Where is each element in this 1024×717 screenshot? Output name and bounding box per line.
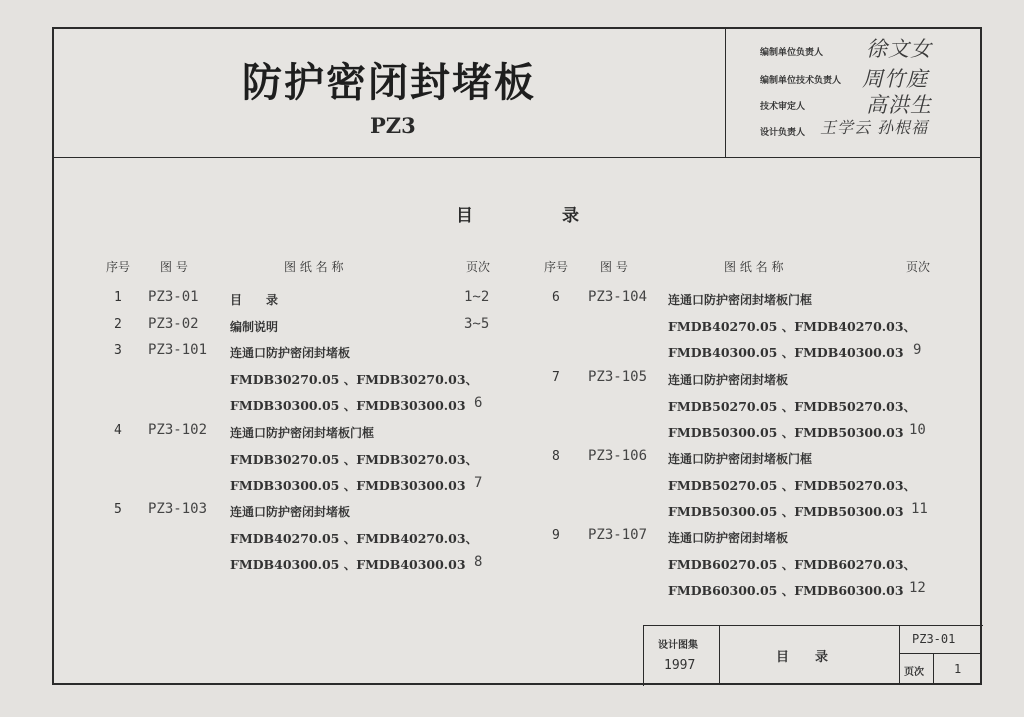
item-drawing-code: PZ3-105 [588, 369, 648, 385]
drawing-sheet [52, 27, 982, 685]
col-head-drawing-left: 图 号 [160, 260, 188, 274]
item-no: 3 [114, 343, 122, 358]
item-no: 7 [552, 370, 560, 385]
item-no: 5 [114, 502, 122, 517]
item-name: 连通口防护密闭封堵板 [230, 505, 351, 519]
item-name: 连通口防护密闭封堵板 [230, 346, 351, 360]
responsibility-box [725, 29, 983, 157]
item-model-line: FMDB30300.05 、FMDB30300.03 [230, 478, 466, 493]
signature-3: 高洪生 [866, 93, 932, 117]
item-no: 1 [114, 290, 122, 305]
item-drawing-code: PZ3-101 [148, 342, 208, 358]
item-drawing-code: PZ3-107 [588, 527, 648, 543]
page-no: 1 [954, 662, 962, 676]
item-no: 9 [552, 528, 560, 543]
col-head-page-right: 页次 [906, 260, 931, 274]
item-model-line: FMDB60270.05 、FMDB60270.03、 [668, 557, 917, 572]
col-head-page-left: 页次 [466, 260, 491, 274]
item-page: 1~2 [464, 289, 490, 305]
col-head-name-right: 图 纸 名 称 [724, 260, 784, 274]
sheet-title-cell [720, 626, 900, 684]
item-model-line: FMDB60300.05 、FMDB60300.03 [668, 583, 904, 598]
atlas-year: 1997 [664, 658, 696, 673]
item-no: 6 [552, 290, 560, 305]
resp-role-2: 编制单位技术负责人 [760, 76, 842, 86]
item-drawing-code: PZ3-104 [588, 289, 648, 305]
item-name: 目 录 [230, 293, 279, 307]
item-name: 连通口防护密闭封堵板门框 [230, 426, 375, 440]
item-drawing-code: PZ3-02 [148, 316, 199, 332]
item-page: 6 [474, 395, 483, 411]
item-model-line: FMDB50300.05 、FMDB50300.03 [668, 425, 904, 440]
item-page: 3~5 [464, 316, 490, 332]
item-page: 8 [474, 554, 483, 570]
item-page: 12 [909, 580, 926, 596]
signature-2: 周竹庭 [862, 67, 928, 91]
signature-4: 王学云 孙根福 [820, 118, 929, 137]
col-head-no-left: 序号 [106, 260, 131, 274]
sheet-title: 目 录 [776, 650, 829, 665]
item-model-line: FMDB40270.05 、FMDB40270.03、 [230, 531, 479, 546]
item-no: 8 [552, 449, 560, 464]
item-no: 4 [114, 423, 122, 438]
item-name: 连通口防护密闭封堵板门框 [668, 452, 813, 466]
title-block [54, 29, 982, 158]
item-model-line: FMDB50270.05 、FMDB50270.03、 [668, 399, 917, 414]
toc-heading-left: 目 [456, 206, 473, 226]
item-drawing-code: PZ3-01 [148, 289, 199, 305]
item-no: 2 [114, 317, 122, 332]
signature-1: 徐文女 [866, 37, 932, 61]
item-page: 9 [913, 342, 922, 358]
col-head-drawing-right: 图 号 [600, 260, 628, 274]
atlas-code: PZ3 [370, 113, 416, 138]
col-head-no-right: 序号 [544, 260, 569, 274]
resp-role-3: 技术审定人 [760, 102, 806, 112]
item-model-line: FMDB50300.05 、FMDB50300.03 [668, 504, 904, 519]
item-drawing-code: PZ3-102 [148, 422, 208, 438]
item-name: 编制说明 [230, 320, 279, 334]
item-name: 连通口防护密闭封堵板 [668, 373, 789, 387]
item-drawing-code: PZ3-103 [148, 501, 208, 517]
col-head-name-left: 图 纸 名 称 [284, 260, 344, 274]
item-model-line: FMDB30270.05 、FMDB30270.03、 [230, 372, 479, 387]
atlas-cell [644, 626, 720, 684]
page-label: 页次 [904, 667, 924, 678]
footer-title-block [643, 625, 983, 686]
page-label-cell [900, 654, 934, 684]
resp-role-1: 编制单位负责人 [760, 48, 824, 58]
item-model-line: FMDB40270.05 、FMDB40270.03、 [668, 319, 917, 334]
toc-heading-right: 录 [562, 206, 579, 226]
resp-role-4: 设计负责人 [760, 128, 806, 138]
item-model-line: FMDB40300.05 、FMDB40300.03 [230, 557, 466, 572]
item-drawing-code: PZ3-106 [588, 448, 648, 464]
item-page: 10 [909, 422, 926, 438]
item-model-line: FMDB30270.05 、FMDB30270.03、 [230, 452, 479, 467]
sheet-code: PZ3-01 [912, 632, 956, 646]
page-title: 防护密闭封堵板 [242, 59, 536, 106]
item-page: 7 [474, 475, 483, 491]
item-model-line: FMDB30300.05 、FMDB30300.03 [230, 398, 466, 413]
item-model-line: FMDB50270.05 、FMDB50270.03、 [668, 478, 917, 493]
sheet-code-cell [900, 626, 982, 654]
item-page: 11 [911, 501, 928, 517]
page-no-cell [934, 654, 982, 684]
atlas-label: 设计图集 [658, 640, 698, 651]
item-model-line: FMDB40300.05 、FMDB40300.03 [668, 345, 904, 360]
item-name: 连通口防护密闭封堵板 [668, 531, 789, 545]
item-name: 连通口防护密闭封堵板门框 [668, 293, 813, 307]
